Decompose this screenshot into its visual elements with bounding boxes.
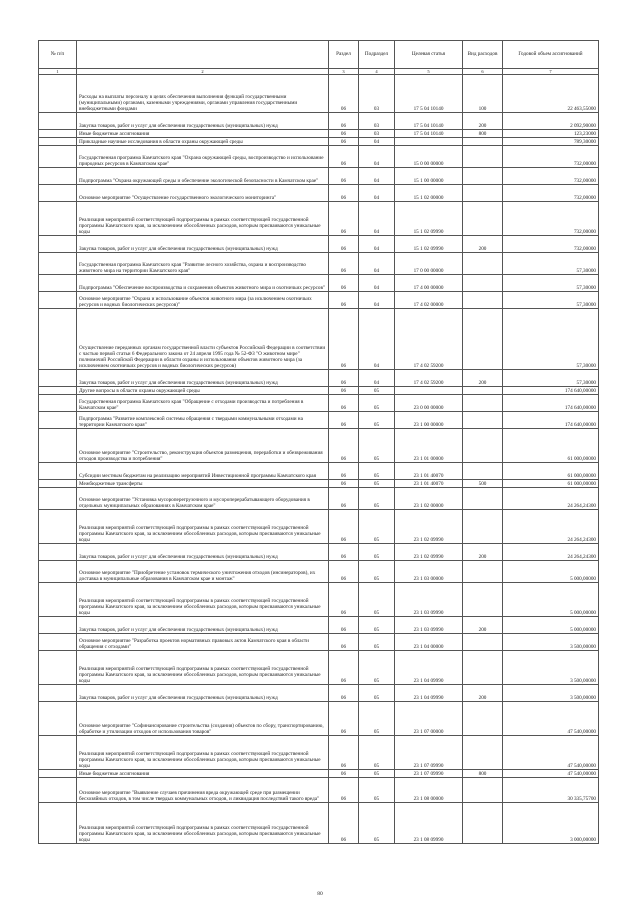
- row-num-cell: [39, 634, 77, 651]
- row-podrazdel-cell: 05: [359, 510, 395, 544]
- row-podrazdel-cell: 04: [359, 236, 395, 253]
- row-csr-cell: 23 1 07 00000: [395, 702, 463, 736]
- row-name-cell: Межбюджетные трансферты: [77, 480, 329, 488]
- table-row: [39, 168, 599, 185]
- column-number: 5: [395, 69, 463, 75]
- table-row: [39, 253, 599, 275]
- row-vr-cell: [463, 488, 503, 510]
- row-sum-cell: 174 640,00000: [503, 387, 599, 395]
- row-podrazdel-cell: 05: [359, 651, 395, 685]
- row-vr-cell: [463, 429, 503, 463]
- row-csr-cell: 17 5 04 10140: [395, 113, 463, 130]
- table-row: [39, 463, 599, 480]
- row-sum-cell: 174 640,00000: [503, 395, 599, 412]
- table-row: [39, 561, 599, 583]
- table-row: [39, 113, 599, 130]
- row-podrazdel-cell: 05: [359, 395, 395, 412]
- row-csr-cell: 23 1 02 09990: [395, 510, 463, 544]
- row-sum-cell: 57,30000: [503, 275, 599, 292]
- row-razdel-cell: 06: [329, 292, 359, 309]
- row-razdel-cell: 06: [329, 236, 359, 253]
- table-row: [39, 370, 599, 387]
- row-name-cell: Закупка товаров, работ и услуг для обеспечения государственных (муниципальных) нужд: [77, 617, 329, 634]
- row-podrazdel-cell: 04: [359, 168, 395, 185]
- row-num-cell: [39, 138, 77, 146]
- row-sum-cell: 5 000,00000: [503, 583, 599, 617]
- row-name-cell: Закупка товаров, работ и услуг для обеспечения государственных (муниципальных) нужд: [77, 685, 329, 702]
- row-sum-cell: 57,30000: [503, 370, 599, 387]
- table-row: [39, 778, 599, 803]
- row-razdel-cell: 06: [329, 510, 359, 544]
- row-num-cell: [39, 275, 77, 292]
- row-name-cell: Подпрограмма "Развитие комплексной системы обращения с твердыми коммунальными отходами на территории Камчатского края": [77, 412, 329, 429]
- column-number: 1: [39, 69, 77, 75]
- row-vr-cell: 800: [463, 130, 503, 138]
- row-sum-cell: 57,30000: [503, 309, 599, 370]
- row-sum-cell: 732,00000: [503, 236, 599, 253]
- row-csr-cell: 23 1 04 00000: [395, 634, 463, 651]
- column-number: 7: [503, 69, 599, 75]
- row-podrazdel-cell: 05: [359, 770, 395, 778]
- table-row: [39, 130, 599, 138]
- row-razdel-cell: 06: [329, 309, 359, 370]
- row-razdel-cell: 06: [329, 202, 359, 236]
- table-row: [39, 309, 599, 370]
- row-csr-cell: 23 1 08 09990: [395, 803, 463, 844]
- row-name-cell: Государственная программа Камчатского края "Развитие лесного хозяйства, охрана и воспроизводство животного мира на территории Камчатского края": [77, 253, 329, 275]
- page-number: 80: [317, 891, 323, 897]
- row-name-cell: Закупка товаров, работ и услуг для обеспечения государственных (муниципальных) нужд: [77, 113, 329, 130]
- row-csr-cell: [395, 138, 463, 146]
- row-razdel-cell: 06: [329, 275, 359, 292]
- row-razdel-cell: 06: [329, 138, 359, 146]
- row-csr-cell: 15 1 02 00000: [395, 185, 463, 202]
- row-vr-cell: [463, 168, 503, 185]
- row-csr-cell: 23 1 03 00000: [395, 561, 463, 583]
- row-csr-cell: 23 1 00 00000: [395, 412, 463, 429]
- table-row: [39, 185, 599, 202]
- row-sum-cell: 789,30000: [503, 138, 599, 146]
- row-vr-cell: [463, 778, 503, 803]
- table-row: [39, 480, 599, 488]
- row-name-cell: Основное мероприятие "Разработка проектов нормативных правовых актов Камчатского края в области обращения с отходами": [77, 634, 329, 651]
- row-podrazdel-cell: 05: [359, 778, 395, 803]
- row-num-cell: [39, 510, 77, 544]
- row-vr-cell: 800: [463, 770, 503, 778]
- row-csr-cell: 23 1 08 00000: [395, 778, 463, 803]
- row-name-cell: Другие вопросы в области охраны окружающей среды: [77, 387, 329, 395]
- row-num-cell: [39, 651, 77, 685]
- row-razdel-cell: 06: [329, 429, 359, 463]
- table-body: [39, 75, 599, 844]
- row-razdel-cell: 06: [329, 736, 359, 770]
- row-podrazdel-cell: 05: [359, 803, 395, 844]
- row-sum-cell: 57,30000: [503, 292, 599, 309]
- row-csr-cell: 17 5 04 10140: [395, 75, 463, 113]
- row-vr-cell: [463, 146, 503, 168]
- column-number: 4: [359, 69, 395, 75]
- row-num-cell: [39, 75, 77, 113]
- row-name-cell: Реализация мероприятий соответствующей подпрограммы в рамках соответствующей государственной программы Камчатского края, за исключением обособленных расходов, которым присваиваются уникальные коды: [77, 202, 329, 236]
- table-row: [39, 395, 599, 412]
- row-sum-cell: 61 000,00000: [503, 480, 599, 488]
- row-vr-cell: [463, 463, 503, 480]
- row-csr-cell: 23 0 00 00000: [395, 395, 463, 412]
- row-name-cell: Иные бюджетные ассигнования: [77, 770, 329, 778]
- row-vr-cell: [463, 803, 503, 844]
- table-row: [39, 544, 599, 561]
- row-name-cell: Закупка товаров, работ и услуг для обеспечения государственных (муниципальных) нужд: [77, 236, 329, 253]
- row-num-cell: [39, 387, 77, 395]
- row-csr-cell: [395, 387, 463, 395]
- row-razdel-cell: 06: [329, 702, 359, 736]
- row-name-cell: Расходы на выплаты персоналу в целях обеспечения выполнения функций государственными (муниципальными) органами, казенными учреждениями, органами управления государственными внебюджетными фондами: [77, 75, 329, 113]
- header-num: № п/п: [39, 41, 77, 69]
- row-num-cell: [39, 253, 77, 275]
- row-name-cell: Прикладные научные исследования в области охраны окружающей среды: [77, 138, 329, 146]
- row-csr-cell: 23 1 04 09990: [395, 685, 463, 702]
- row-name-cell: Реализация мероприятий соответствующей подпрограммы в рамках соответствующей государственной программы Камчатского края, за исключением обособленных расходов, которым присваиваются уникальные коды: [77, 583, 329, 617]
- row-vr-cell: 100: [463, 75, 503, 113]
- table-row: [39, 685, 599, 702]
- row-sum-cell: 5 000,00000: [503, 617, 599, 634]
- row-razdel-cell: 06: [329, 146, 359, 168]
- row-podrazdel-cell: 05: [359, 480, 395, 488]
- row-razdel-cell: 06: [329, 387, 359, 395]
- row-name-cell: Основное мероприятие "Охрана и использование объектов животного мира (за исключением охотничьих ресурсов и водных биологических ресурсов)": [77, 292, 329, 309]
- table-row: [39, 146, 599, 168]
- row-podrazdel-cell: 05: [359, 412, 395, 429]
- row-vr-cell: 500: [463, 480, 503, 488]
- row-razdel-cell: 06: [329, 685, 359, 702]
- table-row: [39, 803, 599, 844]
- row-vr-cell: 200: [463, 544, 503, 561]
- row-sum-cell: 2 092,90000: [503, 113, 599, 130]
- row-razdel-cell: 06: [329, 651, 359, 685]
- row-podrazdel-cell: 05: [359, 702, 395, 736]
- row-sum-cell: 24 264,24300: [503, 488, 599, 510]
- row-vr-cell: [463, 651, 503, 685]
- row-sum-cell: 174 640,00000: [503, 412, 599, 429]
- row-podrazdel-cell: 05: [359, 583, 395, 617]
- row-podrazdel-cell: 04: [359, 202, 395, 236]
- row-name-cell: Иные бюджетные ассигнования: [77, 130, 329, 138]
- row-name-cell: Реализация мероприятий соответствующей подпрограммы в рамках соответствующей государственной программы Камчатского края, за исключением обособленных расходов, которым присваиваются уникальные коды: [77, 510, 329, 544]
- row-podrazdel-cell: 05: [359, 736, 395, 770]
- row-sum-cell: 22 463,55000: [503, 75, 599, 113]
- row-csr-cell: 15 1 00 00000: [395, 168, 463, 185]
- row-name-cell: Подпрограмма "Обеспечение воспроизводства и сохранения объектов животного мира и охотничьих ресурсов": [77, 275, 329, 292]
- row-csr-cell: 17 0 00 00000: [395, 253, 463, 275]
- row-podrazdel-cell: 05: [359, 617, 395, 634]
- row-csr-cell: 23 1 04 09990: [395, 651, 463, 685]
- row-podrazdel-cell: 05: [359, 387, 395, 395]
- row-razdel-cell: 06: [329, 395, 359, 412]
- table-row: [39, 202, 599, 236]
- header-name: [77, 41, 329, 69]
- column-number: 6: [463, 69, 503, 75]
- row-name-cell: Основное мероприятие "Осуществление государственного экологического мониторинга": [77, 185, 329, 202]
- row-csr-cell: 23 1 07 09990: [395, 736, 463, 770]
- table-row: [39, 510, 599, 544]
- table-row: [39, 617, 599, 634]
- row-razdel-cell: 06: [329, 113, 359, 130]
- row-csr-cell: 23 1 01 40070: [395, 480, 463, 488]
- row-csr-cell: 15 0 00 00000: [395, 146, 463, 168]
- row-name-cell: Основное мероприятие "Строительство, реконструкция объектов размещения, переработки и обезвреживания отходов производства и потребления": [77, 429, 329, 463]
- row-num-cell: [39, 236, 77, 253]
- row-razdel-cell: 06: [329, 412, 359, 429]
- row-razdel-cell: 06: [329, 544, 359, 561]
- row-num-cell: [39, 463, 77, 480]
- row-vr-cell: [463, 510, 503, 544]
- row-podrazdel-cell: 05: [359, 488, 395, 510]
- row-sum-cell: 61 000,00000: [503, 463, 599, 480]
- row-csr-cell: 17 5 04 10140: [395, 130, 463, 138]
- row-vr-cell: [463, 412, 503, 429]
- row-csr-cell: 23 1 03 09990: [395, 583, 463, 617]
- row-csr-cell: 23 1 02 00000: [395, 488, 463, 510]
- table-row: [39, 702, 599, 736]
- row-sum-cell: 3 500,00000: [503, 634, 599, 651]
- row-sum-cell: 24 264,24300: [503, 510, 599, 544]
- row-name-cell: Реализация мероприятий соответствующей подпрограммы в рамках соответствующей государственной программы Камчатского края, за исключением обособленных расходов, которым присваиваются уникальные коды: [77, 803, 329, 844]
- row-vr-cell: [463, 387, 503, 395]
- row-num-cell: [39, 702, 77, 736]
- budget-table: [38, 40, 599, 844]
- row-vr-cell: 200: [463, 685, 503, 702]
- row-csr-cell: 17 4 02 59200: [395, 309, 463, 370]
- row-csr-cell: 17 4 02 59200: [395, 370, 463, 387]
- row-name-cell: Осуществление переданных органам государственной власти субъектов Российской Федерации в соответствии с частью первой статьи 6 Федерального закона от 24 апреля 1995 года № 52-ФЗ "О животном мире" полномочий Российской Федерации в области охраны и использования объектов животного мира (за исключением охотничьих ресурсов и водных биологических ресурсов): [77, 309, 329, 370]
- row-podrazdel-cell: 04: [359, 185, 395, 202]
- row-name-cell: Субсидии местным бюджетам на реализацию мероприятий Инвестиционной программы Камчатского края: [77, 463, 329, 480]
- table-row: [39, 736, 599, 770]
- row-csr-cell: 17 4 02 00000: [395, 292, 463, 309]
- row-num-cell: [39, 292, 77, 309]
- row-csr-cell: 23 1 01 00000: [395, 429, 463, 463]
- column-number: 3: [329, 69, 359, 75]
- row-num-cell: [39, 113, 77, 130]
- row-name-cell: Основное мероприятие "Установка мусороперегрузочного и мусороперерабатывающего оборудования в отдельных муниципальных образованиях в Камчатском крае": [77, 488, 329, 510]
- row-num-cell: [39, 202, 77, 236]
- row-num-cell: [39, 370, 77, 387]
- row-sum-cell: 57,30000: [503, 253, 599, 275]
- row-sum-cell: 47 540,00000: [503, 736, 599, 770]
- row-vr-cell: 200: [463, 236, 503, 253]
- header-podrazdel: Подраздел: [359, 41, 395, 69]
- row-razdel-cell: 06: [329, 634, 359, 651]
- row-sum-cell: 123,23000: [503, 130, 599, 138]
- row-razdel-cell: 06: [329, 583, 359, 617]
- row-razdel-cell: 06: [329, 75, 359, 113]
- row-podrazdel-cell: 04: [359, 275, 395, 292]
- row-razdel-cell: 06: [329, 778, 359, 803]
- row-sum-cell: 3 500,00000: [503, 651, 599, 685]
- table-header-row: [39, 41, 599, 69]
- header-sum: Годовой объем ассигнований: [503, 41, 599, 69]
- row-num-cell: [39, 544, 77, 561]
- row-sum-cell: 47 540,00000: [503, 770, 599, 778]
- row-num-cell: [39, 429, 77, 463]
- row-csr-cell: 23 1 02 09990: [395, 544, 463, 561]
- row-podrazdel-cell: 05: [359, 634, 395, 651]
- row-csr-cell: 23 1 01 40070: [395, 463, 463, 480]
- row-podrazdel-cell: 05: [359, 463, 395, 480]
- budget-table-page: [38, 40, 598, 844]
- header-razdel: Раздел: [329, 41, 359, 69]
- table-row: [39, 75, 599, 113]
- row-podrazdel-cell: 04: [359, 292, 395, 309]
- row-vr-cell: [463, 202, 503, 236]
- row-vr-cell: [463, 561, 503, 583]
- row-sum-cell: 47 540,00000: [503, 702, 599, 736]
- row-podrazdel-cell: 04: [359, 138, 395, 146]
- row-csr-cell: 15 1 02 09990: [395, 236, 463, 253]
- row-vr-cell: [463, 185, 503, 202]
- row-razdel-cell: 06: [329, 617, 359, 634]
- row-num-cell: [39, 130, 77, 138]
- row-podrazdel-cell: 03: [359, 75, 395, 113]
- column-number: 2: [77, 69, 329, 75]
- row-vr-cell: 200: [463, 617, 503, 634]
- table-row: [39, 275, 599, 292]
- row-podrazdel-cell: 04: [359, 370, 395, 387]
- row-razdel-cell: 06: [329, 480, 359, 488]
- row-name-cell: Закупка товаров, работ и услуг для обеспечения государственных (муниципальных) нужд: [77, 370, 329, 387]
- row-sum-cell: 30 335,75700: [503, 778, 599, 803]
- table-row: [39, 488, 599, 510]
- row-name-cell: Подпрограмма "Охрана окружающей среды и обеспечение экологической безопасности в Камчатском крае": [77, 168, 329, 185]
- row-name-cell: Основное мероприятие "Приобретение установок термического уничтожения отходов (инсинераторов), их доставка в муниципальные образования в Камчатском крае и монтаж": [77, 561, 329, 583]
- row-sum-cell: 3 500,00000: [503, 685, 599, 702]
- row-sum-cell: 3 000,00000: [503, 803, 599, 844]
- row-sum-cell: 732,00000: [503, 202, 599, 236]
- row-num-cell: [39, 770, 77, 778]
- row-num-cell: [39, 412, 77, 429]
- row-num-cell: [39, 583, 77, 617]
- row-num-cell: [39, 309, 77, 370]
- row-vr-cell: [463, 275, 503, 292]
- table-row: [39, 412, 599, 429]
- row-razdel-cell: 06: [329, 370, 359, 387]
- row-num-cell: [39, 561, 77, 583]
- row-podrazdel-cell: 05: [359, 429, 395, 463]
- row-podrazdel-cell: 04: [359, 253, 395, 275]
- row-vr-cell: [463, 583, 503, 617]
- row-csr-cell: 17 4 00 00000: [395, 275, 463, 292]
- row-csr-cell: 23 1 03 09990: [395, 617, 463, 634]
- row-num-cell: [39, 778, 77, 803]
- row-num-cell: [39, 736, 77, 770]
- row-name-cell: Реализация мероприятий соответствующей подпрограммы в рамках соответствующей государственной программы Камчатского края, за исключением обособленных расходов, которым присваиваются уникальные коды: [77, 736, 329, 770]
- row-podrazdel-cell: 05: [359, 685, 395, 702]
- row-vr-cell: [463, 138, 503, 146]
- row-num-cell: [39, 685, 77, 702]
- table-row: [39, 236, 599, 253]
- row-vr-cell: 200: [463, 113, 503, 130]
- row-vr-cell: [463, 634, 503, 651]
- row-razdel-cell: 06: [329, 803, 359, 844]
- table-row: [39, 583, 599, 617]
- row-sum-cell: 5 000,00000: [503, 561, 599, 583]
- header-vr: Вид расходов: [463, 41, 503, 69]
- row-podrazdel-cell: 05: [359, 561, 395, 583]
- row-podrazdel-cell: 03: [359, 113, 395, 130]
- row-name-cell: Основное мероприятие "Выявление случаев причинения вреда окружающей среде при размещении бесхозяйных отходов, в том числе твердых коммунальных отходов, и ликвидация последствий такого вреда": [77, 778, 329, 803]
- table-row: [39, 138, 599, 146]
- row-name-cell: Основное мероприятие "Софинансирование строительства (создания) объектов по сбору, транспортированию, обработке и утилизации отходов от использования товаров": [77, 702, 329, 736]
- row-vr-cell: [463, 702, 503, 736]
- row-sum-cell: 732,00000: [503, 146, 599, 168]
- row-vr-cell: [463, 309, 503, 370]
- row-podrazdel-cell: 04: [359, 146, 395, 168]
- row-vr-cell: 200: [463, 370, 503, 387]
- row-razdel-cell: 06: [329, 185, 359, 202]
- row-sum-cell: 732,00000: [503, 185, 599, 202]
- row-podrazdel-cell: 03: [359, 130, 395, 138]
- row-razdel-cell: 06: [329, 168, 359, 185]
- row-num-cell: [39, 488, 77, 510]
- row-razdel-cell: 06: [329, 130, 359, 138]
- row-podrazdel-cell: 04: [359, 309, 395, 370]
- table-row: [39, 429, 599, 463]
- row-podrazdel-cell: 05: [359, 544, 395, 561]
- row-razdel-cell: 06: [329, 488, 359, 510]
- row-razdel-cell: 06: [329, 253, 359, 275]
- row-razdel-cell: 06: [329, 463, 359, 480]
- row-sum-cell: 24 264,24300: [503, 544, 599, 561]
- header-csr: Целевая статья: [395, 41, 463, 69]
- row-csr-cell: 23 1 07 09990: [395, 770, 463, 778]
- row-sum-cell: 61 000,00000: [503, 429, 599, 463]
- row-num-cell: [39, 803, 77, 844]
- table-row: [39, 292, 599, 309]
- table-row: [39, 387, 599, 395]
- row-num-cell: [39, 480, 77, 488]
- row-num-cell: [39, 185, 77, 202]
- table-row: [39, 651, 599, 685]
- row-vr-cell: [463, 292, 503, 309]
- table-row: [39, 634, 599, 651]
- row-sum-cell: 732,00000: [503, 168, 599, 185]
- row-vr-cell: [463, 395, 503, 412]
- row-csr-cell: 15 1 02 09990: [395, 202, 463, 236]
- row-vr-cell: [463, 253, 503, 275]
- row-num-cell: [39, 168, 77, 185]
- table-row: [39, 770, 599, 778]
- row-name-cell: Закупка товаров, работ и услуг для обеспечения государственных (муниципальных) нужд: [77, 544, 329, 561]
- row-name-cell: Реализация мероприятий соответствующей подпрограммы в рамках соответствующей государственной программы Камчатского края, за исключением обособленных расходов, которым присваиваются уникальные коды: [77, 651, 329, 685]
- row-razdel-cell: 06: [329, 770, 359, 778]
- row-razdel-cell: 06: [329, 561, 359, 583]
- row-num-cell: [39, 395, 77, 412]
- row-name-cell: Государственная программа Камчатского края "Обращение с отходами производства и потребления в Камчатском крае": [77, 395, 329, 412]
- row-name-cell: Государственная программа Камчатского края "Охрана окружающей среды, воспроизводство и использование природных ресурсов в Камчатском крае": [77, 146, 329, 168]
- row-vr-cell: [463, 736, 503, 770]
- row-num-cell: [39, 617, 77, 634]
- row-num-cell: [39, 146, 77, 168]
